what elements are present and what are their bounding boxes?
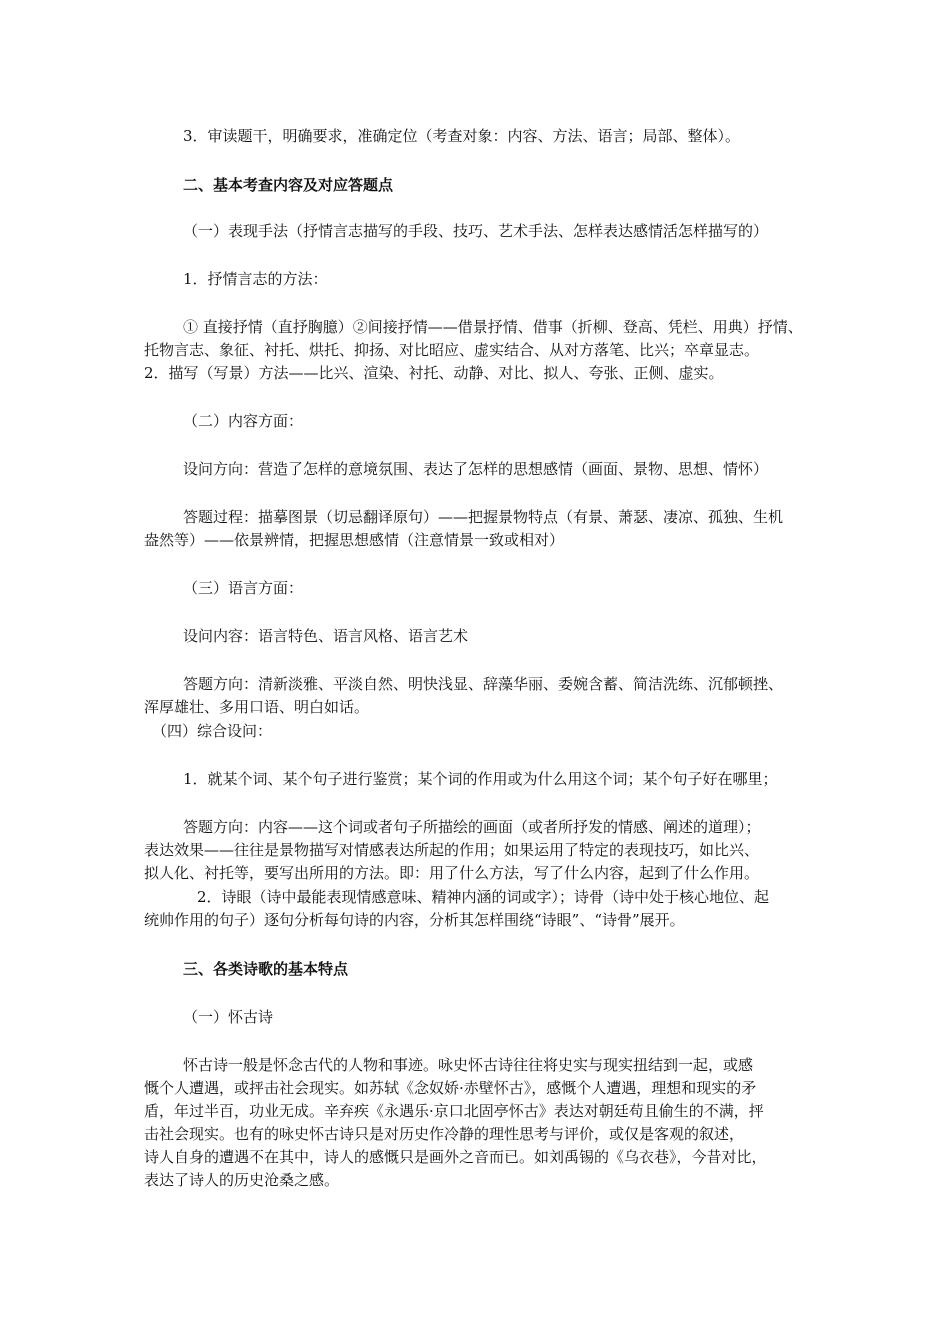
subheading-content: （二）内容方面： <box>183 412 304 430</box>
paragraph-line: 盾，年过半百，功业无成。辛弃疾《永遇乐·京口北固亭怀古》表达对朝廷苟且偷生的不满，抨 <box>144 1102 764 1120</box>
paragraph-line: 盎然等）——依景辨情，把握思想感情（注意情景一致或相对） <box>144 531 565 549</box>
paragraph-line: 拟人化、衬托等，要写出所用的方法。即：用了什么方法，写了什么内容，起到了什么作用。 <box>144 864 760 882</box>
paragraph-line: 统帅作用的句子）逐句分析每句诗的内容，分析其怎样围绕“诗眼”、“诗骨”展开。 <box>144 911 685 929</box>
paragraph-line: 浑厚雄壮、多用口语、明白如话。 <box>144 698 370 716</box>
paragraph-line: 答题方向：内容——这个词或者句子所描绘的画面（或者所抒发的情感、阐述的道理）； <box>183 818 761 836</box>
paragraph-line: 设问内容：语言特色、语言风格、语言艺术 <box>183 627 469 645</box>
paragraph-line: 设问方向：营造了怎样的意境氛围、表达了怎样的思想感情（画面、景物、思想、情怀） <box>183 460 769 478</box>
paragraph-line: 答题过程：描摹图景（切忌翻译原句）——把握景物特点（有景、萧瑟、凄凉、孤独、生机 <box>183 508 784 526</box>
subheading-comprehensive: （四）综合设问： <box>152 722 273 740</box>
subheading-language: （三）语言方面： <box>183 579 304 597</box>
paragraph-line: 慨个人遭遇，或抨击社会现实。如苏轼《念奴娇·赤壁怀古》，感慨个人遭遇，理想和现实的矛 <box>144 1079 757 1097</box>
paragraph-line: 击社会现实。也有的咏史怀古诗只是对历史作冷静的理性思考与评价，或仅是客观的叙述， <box>144 1125 745 1143</box>
paragraph-line: 1．就某个词、某个句子进行鉴赏；某个词的作用或为什么用这个词；某个句子好在哪里； <box>183 770 778 788</box>
item-1-title: 1．抒情言志的方法： <box>183 270 328 288</box>
paragraph-line: 托物言志、象征、衬托、烘托、抑扬、对比昭应、虚实结合、从对方落笔、比兴；卒章显志。 <box>144 341 760 359</box>
paragraph-line: 表达了诗人的历史沧桑之感。 <box>144 1171 340 1189</box>
item-2-line: 2．描写（写景）方法——比兴、渲染、衬托、动静、对比、拟人、夸张、正侧、虚实。 <box>144 364 724 382</box>
paragraph-line: 答题方向：清新淡雅、平淡自然、明快浅显、辞藻华丽、委婉含蓄、简洁洗练、沉郁顿挫、 <box>183 675 784 693</box>
paragraph-line: ① 直接抒情（直抒胸臆）②间接抒情——借景抒情、借事（折柳、登高、凭栏、用典）抒情、 <box>183 318 803 336</box>
subheading-nostalgia: （一）怀古诗 <box>183 1008 274 1026</box>
section-heading-2: 二、基本考查内容及对应答题点 <box>183 176 394 194</box>
subheading-techniques: （一）表现手法（抒情言志描写的手段、技巧、艺术手法、怎样表达感情活怎样描写的） <box>183 222 769 240</box>
paragraph-line: 2．诗眼（诗中最能表现情感意味、精神内涵的词或字）；诗骨（诗中处于核心地位、起 <box>197 888 770 906</box>
paragraph-line: 怀古诗一般是怀念古代的人物和事迹。咏史怀古诗往往将史实与现实扭结到一起，或感 <box>183 1056 754 1074</box>
paragraph-line: 诗人自身的遭遇不在其中，诗人的感慨只是画外之音而已。如刘禹锡的《乌衣巷》，今昔对比， <box>144 1148 767 1166</box>
section-heading-3: 三、各类诗歌的基本特点 <box>183 960 349 978</box>
paragraph-line: 表达效果——往往是景物描写对情感表达所起的作用；如果运用了特定的表现技巧，如比兴、 <box>144 841 760 859</box>
requirement-line: 3．审读题干，明确要求，准确定位（考查对象：内容、方法、语言；局部、整体）。 <box>183 127 741 145</box>
